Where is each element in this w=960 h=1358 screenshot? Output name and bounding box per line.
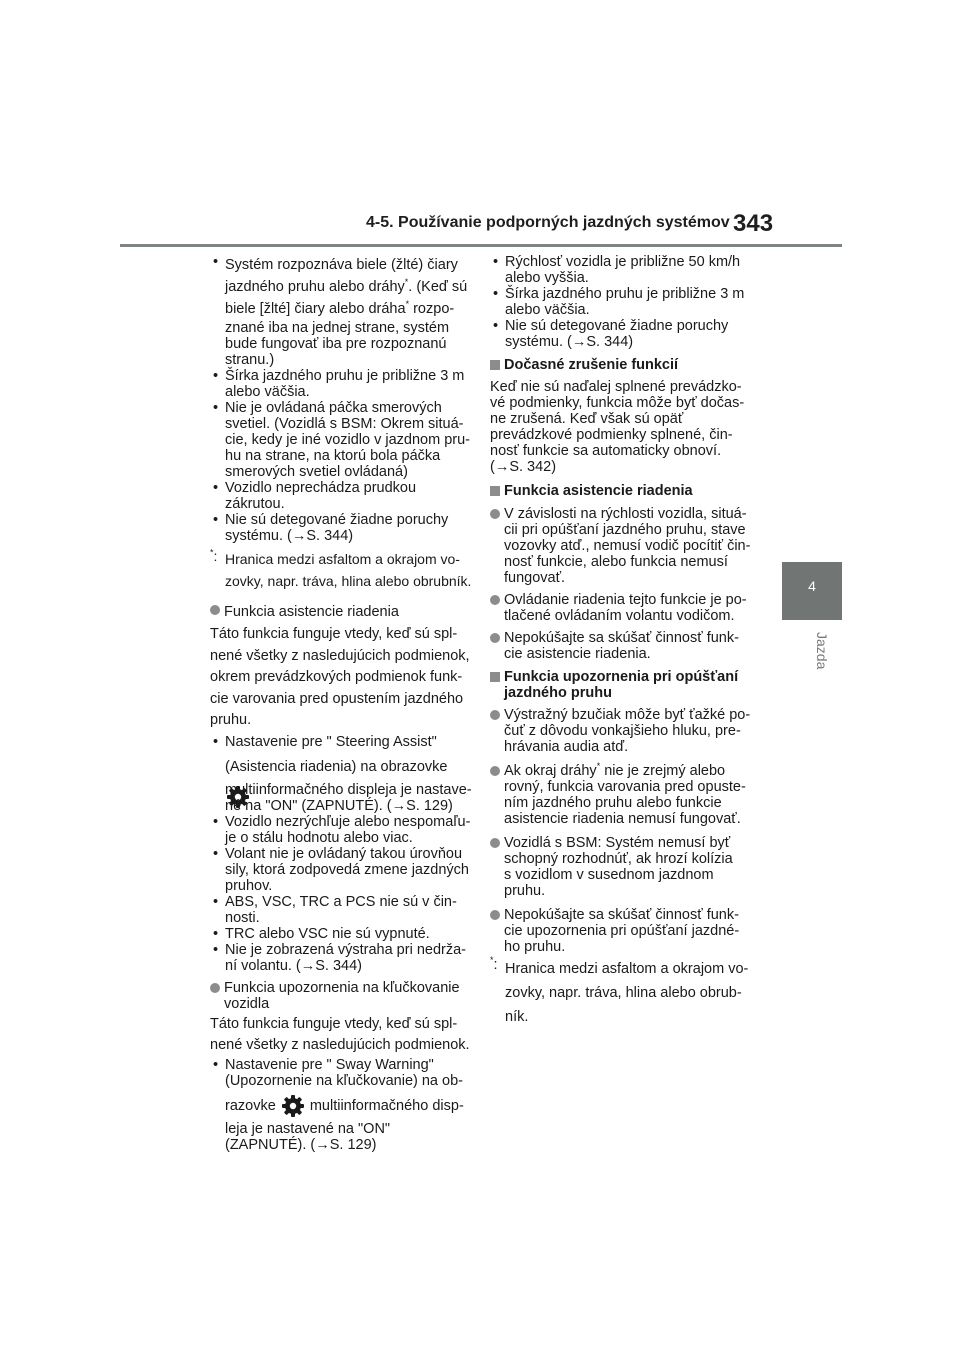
bullet-circle-icon <box>490 766 500 776</box>
page-number: 343 <box>733 210 774 237</box>
gear-icon <box>280 1093 306 1119</box>
bullet-circle-icon <box>490 910 500 920</box>
bullet-item: • Nie sú detegované žiadne poruchy systému. (→S. 344) <box>210 512 474 544</box>
bullet-circle-icon <box>490 595 500 605</box>
bullet-square-icon <box>490 672 500 682</box>
bullet-square-icon <box>490 486 500 496</box>
right-column <box>490 254 760 1029</box>
circle-item: Nepokúšajte sa skúšať činnosť funk- cie upozornenia pri opúšťaní jazdné- ho pruhu. <box>490 907 760 955</box>
paragraph: Táto funkcia funguje vtedy, keď sú spl- nené všetky z nasledujúcich podmienok, okrem prevádzkových podmienok funk- cie varovania pred opustením jazdného pruhu. <box>210 626 470 728</box>
page-header-title: 4-5. Používanie podporných jazdných systémov <box>366 214 730 231</box>
circle-item: Vozidlá s BSM: Systém nemusí byť schopný rozhodnúť, ak hrozí kolízia s vozidlom v susednom jazdnom pruhu. <box>490 835 760 899</box>
bullet-circle-icon <box>210 605 220 615</box>
paragraph: Táto funkcia funguje vtedy, keď sú spl- nené všetky z nasledujúcich podmienok. <box>210 1015 470 1053</box>
section-heading: Funkcia asistencie riadenia <box>490 483 760 499</box>
bullet-item: • TRC alebo VSC nie sú vypnuté. <box>210 926 474 942</box>
circle-heading: Funkcia upozornenia na kľučkovanie vozidla <box>210 980 474 1012</box>
footnote: *: Hranica medzi asfaltom a okrajom vo- zovky, napr. tráva, hlina alebo obrubník. <box>210 547 472 589</box>
circle-item: Výstražný bzučiak môže byť ťažké po- čuť z dôvodu vonkajšieho hluku, pre- hrávania audia atď. <box>490 707 760 755</box>
bullet-item: • Nastavenie pre " Steering Assist" (Asistencia riadenia) na obrazovke multiinformačného displeja je nastave- né na "ON" (ZAPNUTÉ). (→S. 129) <box>210 734 474 814</box>
bullet-circle-icon <box>490 509 500 519</box>
chapter-label: Jazda <box>814 632 830 670</box>
bullet-circle-icon <box>490 710 500 720</box>
left-column <box>210 254 474 1153</box>
bullet-item: • Systém rozpoznáva biele (žlté) čiary jazdného pruhu alebo dráhy*. (Keď sú biele [žlté] čiary alebo dráha* rozpo- znané iba na jednej strane, systém bude fungovať iba pre rozpoznanú stranu.) <box>210 254 474 368</box>
bullet-square-icon <box>490 360 500 370</box>
bullet-item: • Vozidlo neprechádza prudkou zákrutou. <box>210 480 474 512</box>
chapter-number: 4 <box>808 578 816 594</box>
bullet-circle-icon <box>490 633 500 643</box>
bullet-circle-icon <box>210 983 220 993</box>
bullet-circle-icon <box>490 838 500 848</box>
section-heading: Funkcia upozornenia pri opúšťaní jazdného pruhu <box>490 669 760 701</box>
header-rule <box>120 244 842 247</box>
footnote: *: Hranica medzi asfaltom a okrajom vo- zovky, napr. tráva, hlina alebo obrub- ník. <box>490 955 749 1025</box>
bullet-item: • Nastavenie pre " Sway Warning" (Upozornenie na kľučkovanie) na ob- razovke multiinformačného disp- leja je nastavené na "ON" (ZAPNUTÉ). (→S. 129) <box>210 1057 474 1153</box>
section-heading: Dočasné zrušenie funkcií <box>490 357 760 373</box>
bullet-item: • Šírka jazdného pruhu je približne 3 m alebo väčšia. <box>210 368 474 400</box>
bullet-item: • Šírka jazdného pruhu je približne 3 m alebo väčšia. <box>490 286 760 318</box>
bullet-item: • Volant nie je ovládaný takou úrovňou sily, ktorá zodpovedá zmene jazdných pruhov. <box>210 846 474 894</box>
circle-item: Nepokúšajte sa skúšať činnosť funk- cie asistencie riadenia. <box>490 630 760 662</box>
bullet-item: • Nie je ovládaná páčka smerových svetiel. (Vozidlá s BSM: Okrem situá- cie, kedy je iné vozidlo v jazdnom pru- hu na strane, na ktorú bola páčka smerových svetiel ovládaná) <box>210 400 474 480</box>
circle-item: V závislosti na rýchlosti vozidla, situá- cii pri opúšťaní jazdného pruhu, stave vozovky atď., nemusí vodič pocítiť čin- nosť funkcie, alebo funkcia nemusí fungovať. <box>490 506 760 586</box>
bullet-item: • Nie je zobrazená výstraha pri nedrža- ní volantu. (→S. 344) <box>210 942 474 974</box>
circle-item: Ovládanie riadenia tejto funkcie je po- tlačené ovládaním volantu vodičom. <box>490 592 760 624</box>
paragraph: Keď nie sú naďalej splnené prevádzko- vé podmienky, funkcia môže byť dočas- ne zrušená. Keď však sú opäť prevádzkové podmienky splnené, čin- nosť funkcie sa automaticky obnoví. (→S. 342) <box>490 379 745 475</box>
circle-item: Ak okraj dráhy* nie je zrejmý alebo rovný, funkcia varovania pred opuste- ním jazdného pruhu alebo funkcie asistencie riadenia nemusí fungovať. <box>490 763 760 827</box>
bullet-item: • Nie sú detegované žiadne poruchy systému. (→S. 344) <box>490 318 760 350</box>
bullet-item: • ABS, VSC, TRC a PCS nie sú v čin- nosti. <box>210 894 474 926</box>
bullet-item: • Rýchlosť vozidla je približne 50 km/h alebo vyššia. <box>490 254 760 286</box>
bullet-item: • Vozidlo nezrýchľuje alebo nespomaľu- je o stálu hodnotu alebo viac. <box>210 814 474 846</box>
circle-heading: Funkcia asistencie riadenia <box>210 602 474 622</box>
